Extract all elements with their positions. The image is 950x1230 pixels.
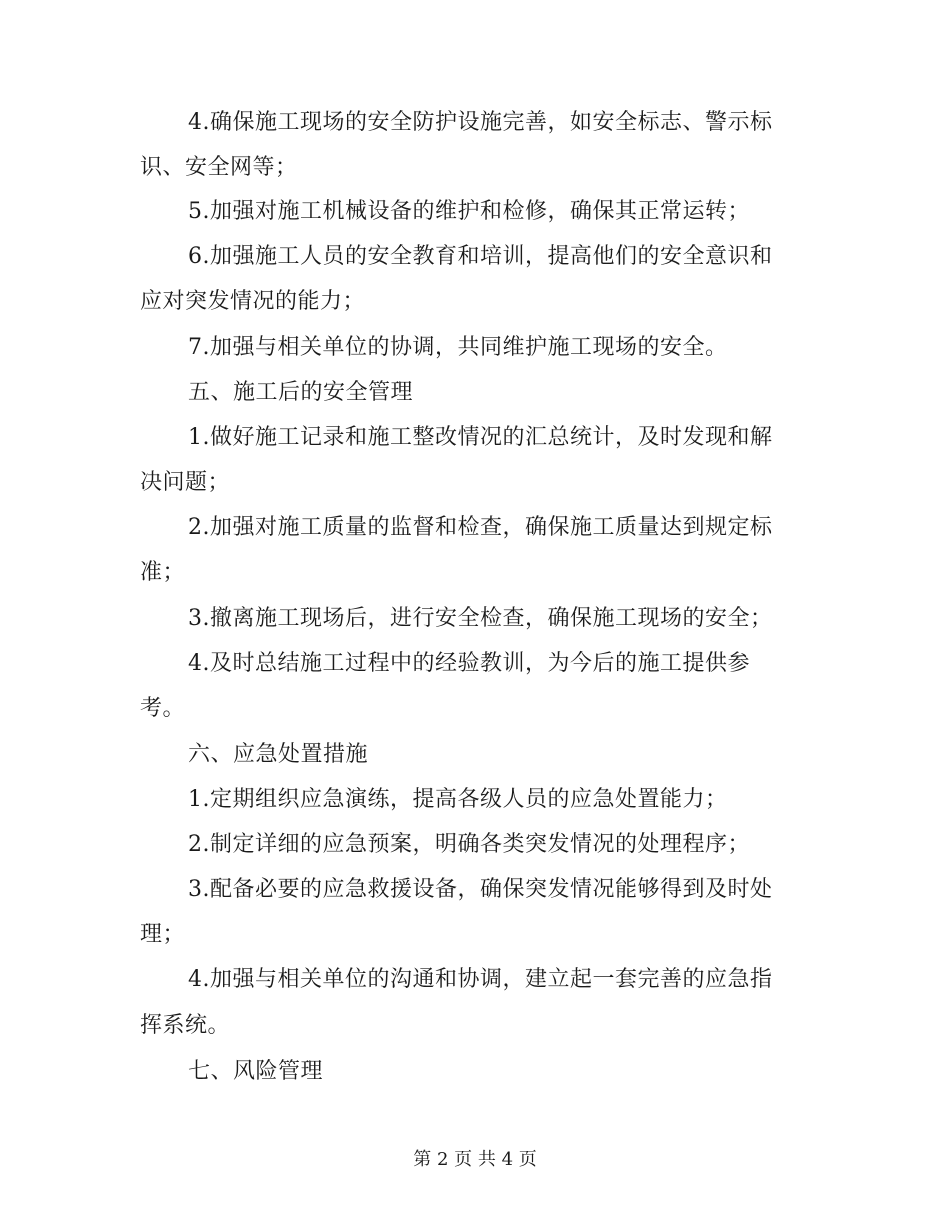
paragraph-line: 3.撤离施工现场后，进行安全检查，确保施工现场的安全； — [188, 606, 773, 631]
paragraph-line: 准； — [140, 560, 186, 585]
section-heading: 五、施工后的安全管理 — [188, 380, 414, 405]
paragraph-line: 识、安全网等； — [140, 155, 298, 180]
section-heading: 六、应急处置措施 — [188, 742, 369, 767]
page-number-footer: 第 2 页 共 4 页 — [413, 1149, 537, 1170]
paragraph-line: 2.加强对施工质量的监督和检查，确保施工质量达到规定标 — [188, 515, 773, 540]
paragraph-line: 1.做好施工记录和施工整改情况的汇总统计，及时发现和解 — [188, 425, 773, 450]
paragraph-line: 7.加强与相关单位的协调，共同维护施工现场的安全。 — [188, 335, 728, 360]
paragraph-line: 理； — [140, 922, 186, 947]
paragraph-line: 考。 — [140, 696, 186, 721]
paragraph-line: 应对突发情况的能力； — [140, 289, 366, 314]
paragraph-line: 2.制定详细的应急预案，明确各类突发情况的处理程序； — [188, 832, 750, 857]
paragraph-line: 1.定期组织应急演练，提高各级人员的应急处置能力； — [188, 787, 728, 812]
paragraph-line: 3.配备必要的应急救援设备，确保突发情况能够得到及时处 — [188, 877, 773, 902]
paragraph-line: 挥系统。 — [140, 1013, 231, 1038]
paragraph-line: 4.加强与相关单位的沟通和协调，建立起一套完善的应急指 — [188, 967, 773, 992]
paragraph-line: 4.及时总结施工过程中的经验教训，为今后的施工提供参 — [188, 651, 750, 676]
paragraph-line: 5.加强对施工机械设备的维护和检修，确保其正常运转； — [188, 199, 750, 224]
section-heading: 七、风险管理 — [188, 1059, 324, 1084]
paragraph-line: 决问题； — [140, 470, 231, 495]
paragraph-line: 4.确保施工现场的安全防护设施完善，如安全标志、警示标 — [188, 110, 773, 135]
paragraph-line: 6.加强施工人员的安全教育和培训，提高他们的安全意识和 — [188, 244, 773, 269]
